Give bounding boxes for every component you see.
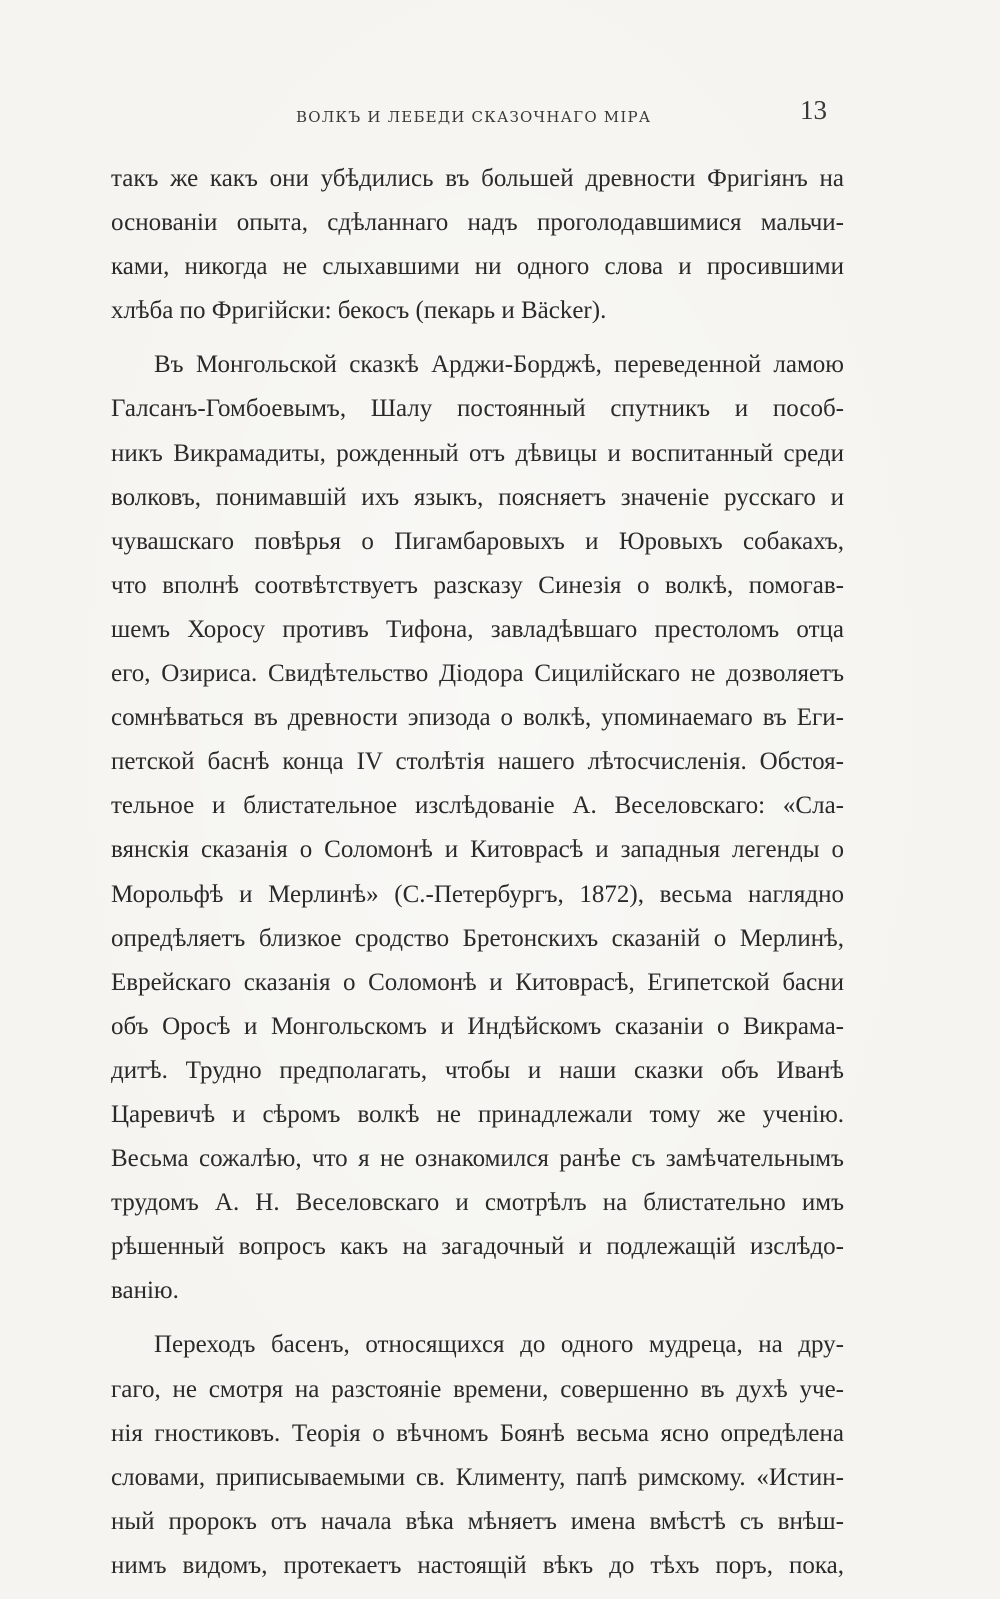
- paragraph-1: [111, 157, 844, 333]
- text-line: такъ же какъ они убѣдились въ большей древности Фригіянъ на: [111, 165, 844, 192]
- text-line: тельное и блистательное изслѣдованіе А. Веселовскаго: «Сла-: [111, 792, 844, 820]
- text-line: Переходъ басенъ, относящихся до одного мудреца, на дру-: [154, 1331, 844, 1359]
- text-line: Морольфѣ и Мерлинѣ» (С.-Петербургъ, 1872), весьма наглядно: [111, 880, 844, 908]
- text-line: нимъ видомъ, протекаетъ настоящій вѣкъ до тѣхъ поръ, пока,: [111, 1551, 844, 1579]
- text-line: нія гностиковъ. Теорія о вѣчномъ Боянѣ весьма ясно опредѣлена: [111, 1419, 844, 1447]
- text-line: Галсанъ-Гомбоевымъ, Шалу постоянный спутникъ и пособ-: [111, 395, 844, 423]
- text-line: волковъ, понимавшій ихъ языкъ, поясняетъ значеніе русскаго и: [111, 483, 844, 511]
- text-line: хлѣба по Фригійски: бекосъ (пекарь и Bäcker).: [111, 297, 607, 325]
- text-line: петской баснѣ конца IV столѣтія нашего лѣтосчисленія. Обстоя-: [111, 748, 844, 776]
- text-line: словами, приписываемыми св. Клименту, папѣ римскому. «Истин-: [111, 1463, 844, 1491]
- text-line: Еврейскаго сказанія о Соломонѣ и Китоврасѣ, Египетской басни: [111, 968, 844, 996]
- text-line: чувашскаго повѣрья о Пигамбаровыхъ и Юровыхъ собакахъ,: [111, 527, 844, 555]
- running-title: ВОЛКЪ И ЛЕБЕДИ СКАЗОЧНАГО МІРА: [296, 108, 652, 126]
- text-line: никъ Викрамадиты, рожденный отъ дѣвицы и воспитанный среди: [111, 439, 844, 467]
- text-line: объ Оросѣ и Монгольскомъ и Индѣйскомъ сказаніи о Викрама-: [111, 1012, 844, 1040]
- text-line: гаго, не смотря на разстояніе времени, совершенно въ духѣ уче-: [111, 1375, 844, 1403]
- text-line: дитѣ. Трудно предполагать, чтобы и наши сказки объ Иванѣ: [111, 1056, 844, 1084]
- text-line: вянскія сказанія о Соломонѣ и Китоврасѣ и западныя легенды о: [111, 836, 844, 864]
- text-line: Царевичѣ и сѣромъ волкѣ не принадлежали тому же ученію.: [111, 1100, 844, 1128]
- text-line: Въ Монгольской сказкѣ Арджи-Борджѣ, переведенной ламою: [154, 351, 844, 379]
- page-number: 13: [800, 95, 827, 125]
- text-line: шемъ Хоросу противъ Тифона, завладѣвшаго престоломъ отца: [111, 615, 844, 643]
- text-line: ный пророкъ отъ начала вѣка мѣняетъ имена вмѣстѣ съ внѣш-: [111, 1507, 844, 1535]
- text-line: опредѣляетъ близкое сродство Бретонскихъ сказаній о Мерлинѣ,: [111, 924, 844, 952]
- text-line: основаніи опыта, сдѣланнаго надъ проголодавшимися мальчи-: [111, 209, 844, 237]
- text-line: его, Озириса. Свидѣтельство Діодора Сицилійскаго не дозволяетъ: [111, 660, 844, 688]
- text-line: ванію.: [111, 1277, 179, 1305]
- text-line: рѣшенный вопросъ какъ на загадочный и подлежащій изслѣдо-: [111, 1233, 844, 1261]
- text-line: трудомъ А. Н. Веселовскаго и смотрѣлъ на блистательно имъ: [111, 1189, 844, 1217]
- text-line: что вполнѣ соотвѣтствуетъ разсказу Синезія о волкѣ, помогав-: [111, 571, 844, 599]
- text-line: Весьма сожалѣю, что я не ознакомился ранѣе съ замѣчательнымъ: [111, 1145, 844, 1173]
- body-text: [111, 157, 844, 1598]
- text-line: сомнѣваться въ древности эпизода о волкѣ, упоминаемаго въ Еги-: [111, 704, 844, 732]
- text-line: ками, никогда не слыхавшими ни одного слова и просившими: [111, 253, 844, 281]
- paragraph-3: [111, 1323, 844, 1588]
- paragraph-2: [111, 343, 844, 1313]
